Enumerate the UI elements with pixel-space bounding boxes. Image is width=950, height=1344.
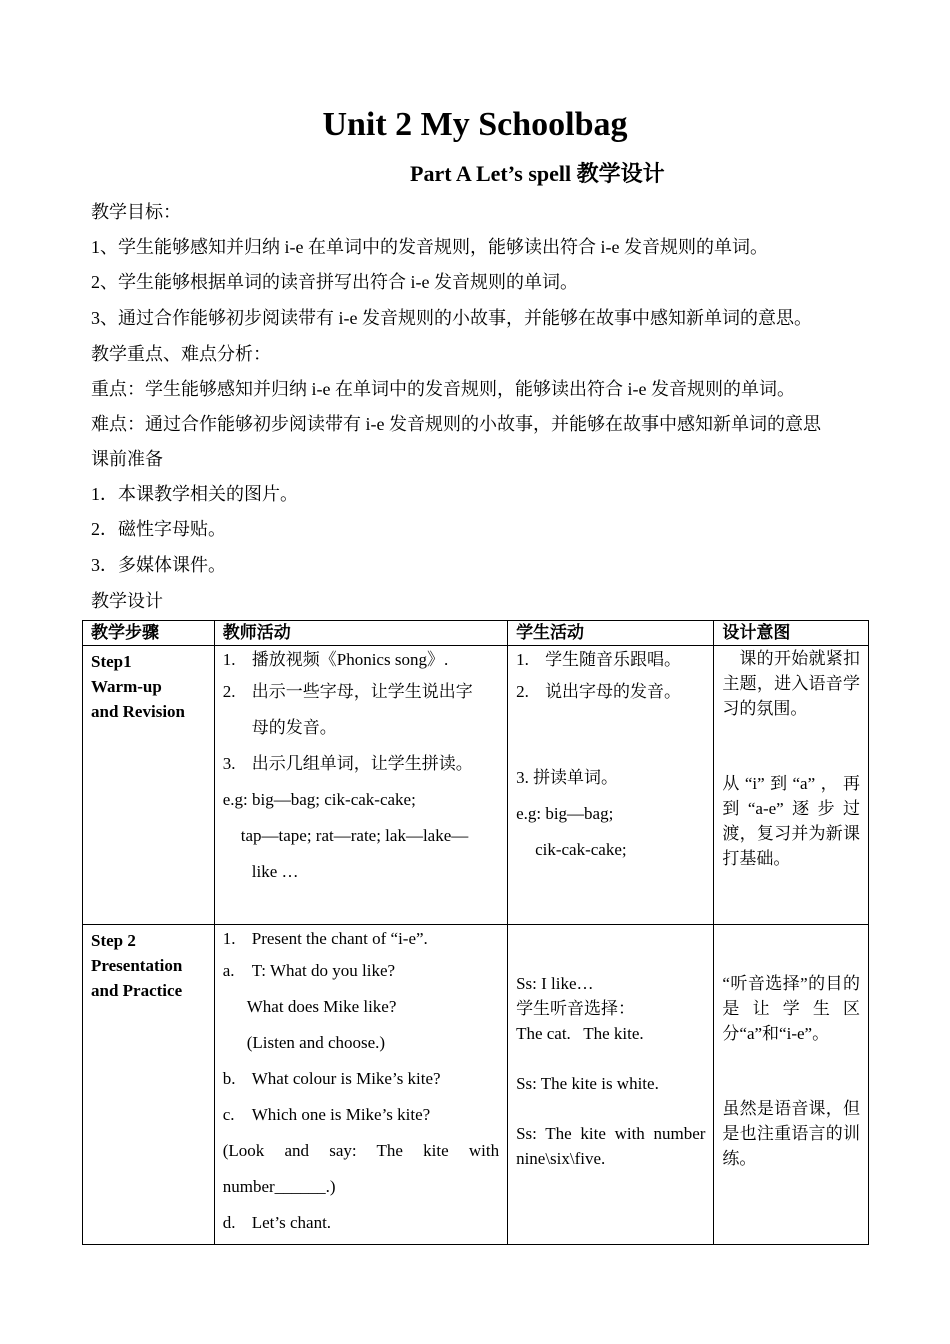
header-step: 教学步骤 [83,621,215,646]
table-header-row [83,621,869,646]
step2-teacher-activity: 1. Present the chant of “i-e”. a. T: What do you like? What does Mike like? (Listen and choose.) b. What colour is Mike’s kite? c. Which one is Mike’s kite? (Look and say: The kite with number______.) d. Let’s chant. [214,925,507,1245]
document-subtitle: Part A Let’s spell 教学设计 [410,161,665,186]
difficult-point: 难点：通过合作能够初步阅读带有 i-e 发音规则的小故事，并能够在故事中感知新单词的意思 [91,414,821,434]
table-row-step2 [83,925,869,1245]
lesson-design-table [82,620,869,1245]
step2-student-activity: Ss: I like… 学生听音选择： The cat. The kite. Ss: The kite is white. Ss: The kite with number nine\six\five. [508,925,714,1245]
step1-name: Step1 Warm-up and Revision [83,646,215,925]
objectives-heading: 教学目标： [91,202,181,222]
step2-name: Step 2 Presentation and Practice [83,925,215,1245]
step1-teacher-activity: 1. 播放视频《Phonics song》. 2. 出示一些字母，让学生说出字 母的发音。 3. 出示几组单词，让学生拼读。 e.g: big—bag; cik-cak-cake; tap—tape; rat—rate; lak—lake— like … [214,646,507,925]
key-point: 重点：学生能够感知并归纳 i-e 在单词中的发音规则，能够读出符合 i-e 发音规则的单词。 [91,379,795,399]
objective-2: 2、学生能够根据单词的读音拼写出符合 i-e 发音规则的单词。 [91,272,578,292]
prep-heading: 课前准备 [91,449,163,469]
header-student: 学生活动 [508,621,714,646]
header-teacher: 教师活动 [214,621,507,646]
objective-3: 3、通过合作能够初步阅读带有 i-e 发音规则的小故事，并能够在故事中感知新单词的意思。 [91,308,812,328]
step2-design-intent: “听音选择”的目的是让学生区分“a”和“i-e”。 虽然是语音课，但是也注重语言的训练。 [714,925,869,1245]
document-title: Unit 2 My Schoolbag [322,106,628,143]
step1-design-intent: 课的开始就紧扣主题，进入语音学习的氛围。 从“i”到“a”，再到“a-e”逐步过渡，复习并为新课打基础。 [714,646,869,925]
objective-1: 1、学生能够感知并归纳 i-e 在单词中的发音规则，能够读出符合 i-e 发音规则的单词。 [91,237,768,257]
design-heading: 教学设计 [91,591,163,611]
prep-item-3: 3．多媒体课件。 [91,555,226,575]
header-intent: 设计意图 [714,621,869,646]
step1-student-activity: 1. 学生随音乐跟唱。 2. 说出字母的发音。 3. 拼读单词。 e.g: big—bag; cik-cak-cake; [508,646,714,925]
prep-item-1: 1．本课教学相关的图片。 [91,484,298,504]
analysis-heading: 教学重点、难点分析： [91,344,271,364]
prep-item-2: 2．磁性字母贴。 [91,519,226,539]
table-row-step1 [83,646,869,925]
